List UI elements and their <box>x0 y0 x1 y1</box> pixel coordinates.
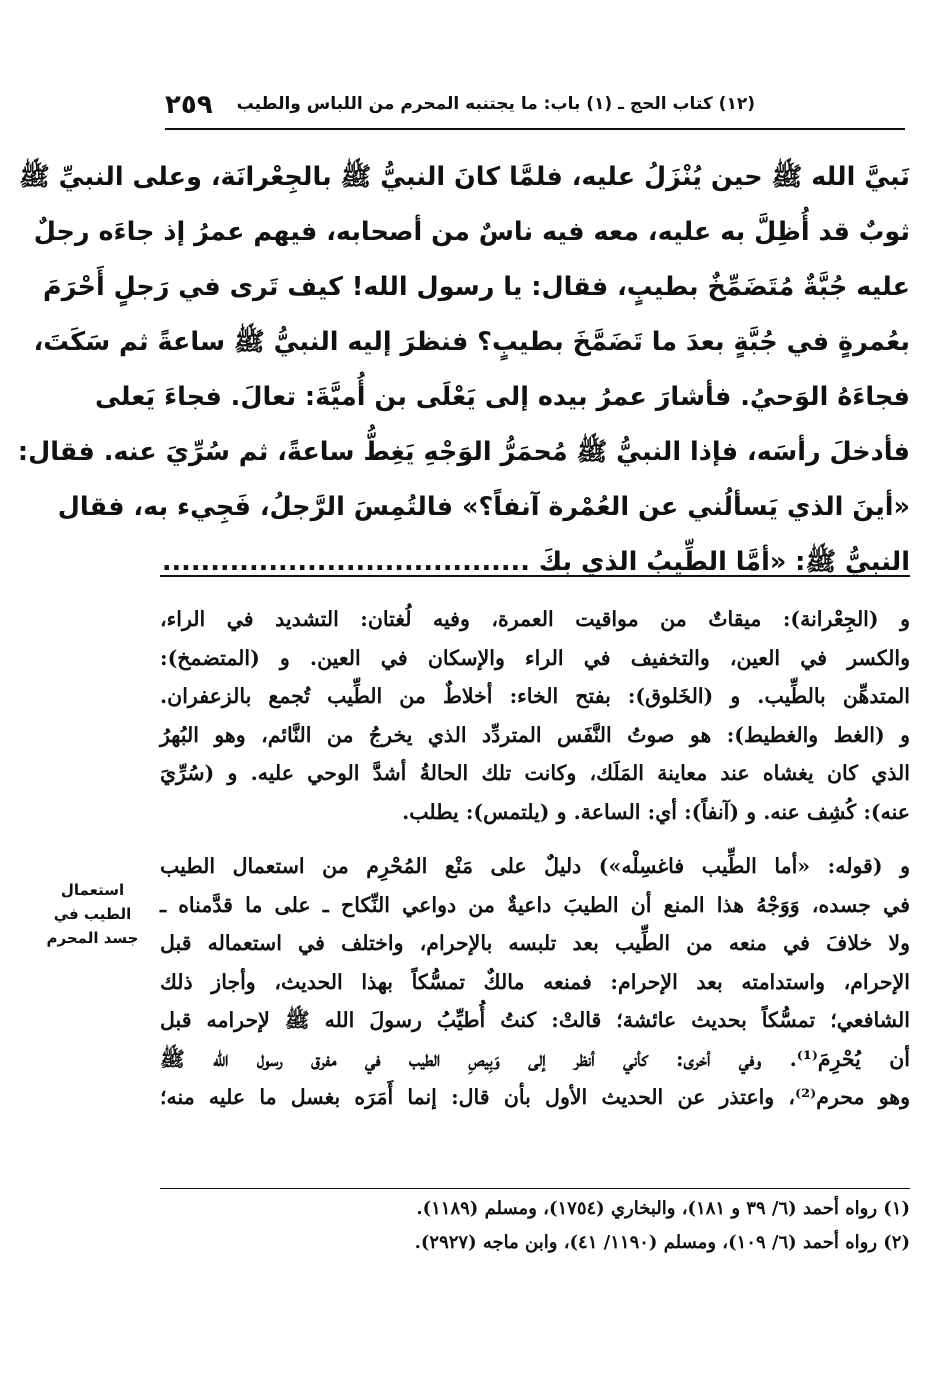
commentary-line: الذي كان يغشاه عند معاينة المَلَك، وكانت تلك الحالةُ أشدَّ الوحي عليه. و (سُرِّيَ <box>160 761 910 785</box>
commentary-line: والكسر في العين، والتخفيف في الراء والإسكان في العين. و (المتضمخ): <box>160 645 910 670</box>
footnote-rule <box>160 1188 910 1189</box>
hadith-line: عليه جُبَّةٌ مُتَضَمِّخٌ بطيبٍ، فقال: يا رسول الله! كيف تَرى في رَجلٍ أَحْرَمَ <box>43 272 910 302</box>
commentary-line: في جسده، وَوَجْهُ هذا المنع أن الطيبَ داعيةٌ من دواعي النِّكاح ـ على ما قدَّمناه ـ <box>160 892 910 917</box>
footnote-1: (١) رواه أحمد (٦/ ٣٩ و ١٨١)، والبخاري (١٧٥٤)، ومسلم (١١٨٩). <box>416 1198 910 1219</box>
commentary-text <box>160 600 910 1117</box>
page-header <box>165 88 905 128</box>
paragraph-gap <box>160 831 910 847</box>
commentary-line: و (الغط والغطيط): هو صوتُ النَّفَس المتردِّد الذي يخرجُ من النَّائم، وهو البُهرُ <box>160 722 910 747</box>
margin-note <box>30 878 155 950</box>
hadith-line: ثوبٌ قد أُظِلَّ به عليه، معه فيه ناسٌ من أصحابه، فيهم عمرُ إذ جاءَه رجلٌ <box>33 217 910 247</box>
commentary-line: و (قوله: «أما الطِّيب فاغسِلْه») دليلٌ على مَنْع المُحْرِم من استعمال الطيب <box>160 854 910 878</box>
commentary-line: ولا خلافَ في منعه من الطِّيب بعد تلبسه بالإحرام، واختلف في استعماله قبل <box>160 931 910 955</box>
hadith-line: «أينَ الذي يَسألُني عن العُمْرة آنفاً؟» فالتُمِسَ الرَّجلُ، فَجِيء به، فقال <box>57 492 910 522</box>
footnote-2: (٢) رواه أحمد (٦/ ١٠٩)، ومسلم (١١٩٠/ ٤١)، وابن ماجه (٢٩٢٧). <box>414 1232 910 1253</box>
hadith-line: النبيُّ ﷺ: «أمَّا الطِّيبُ الذي بكَ ...................................... <box>161 547 910 577</box>
header-rule <box>165 128 905 130</box>
margin-note-line: الطيب في <box>53 905 132 923</box>
margin-note-line: استعمال <box>60 881 125 899</box>
hadith-line: فأدخلَ رأسَه، فإذا النبيُّ ﷺ مُحمَرُّ الوَجْهِ يَغِطُّ ساعةً، ثم سُرِّيَ عنه. فقال: <box>17 437 910 467</box>
commentary-line: الإحرام، واستدامته بعد الإحرام: فمنعه مالكٌ تمسُّكاً بهذا الحديث، وأجاز ذلك <box>160 969 910 994</box>
hadith-line: نَبيَّ الله ﷺ حين يُنْزَلُ عليه، فلمَّا كانَ النبيُّ ﷺ بالجِعْرانَة، وعلى النبيِّ ﷺ <box>18 162 910 192</box>
commentary-line: و (الجِعْرانة): ميقاتٌ من مواقيت العمرة، وفيه لُغتان: التشديد في الراء، <box>160 607 910 631</box>
commentary-line: الشافعي؛ تمسُّكاً بحديث عائشة؛ قالتْ: كنتُ أُطيِّبُ رسولَ الله ﷺ لإحرامه قبل <box>160 1008 910 1032</box>
commentary-line: أن يُحْرِمَ⁽¹⁾. وفي أخرى: كأني أنظر إلى وَبِيصِ الطيب في مفرق رسول الله ﷺ <box>160 1046 910 1071</box>
hadith-line: بعُمرةٍ في جُبَّةٍ بعدَ ما تَضَمَّخَ بطيبٍ؟ فنظرَ إليه النبيُّ ﷺ ساعةً ثم سَكَتَ، <box>33 327 910 357</box>
commentary-line: وهو محرم⁽²⁾، واعتذر عن الحديث الأول بأن قال: إنما أَمَرَه بغسل ما عليه منه؛ <box>160 1085 910 1109</box>
hadith-text <box>17 150 910 590</box>
commentary-line: المتدهِّن بالطِّيب. و (الخَلوق): بفتح الخاء: أخلاطٌ من الطِّيب تُجمع بالزعفران. <box>160 684 910 708</box>
section-separator <box>160 575 910 577</box>
margin-note-line: جسد المحرم <box>46 929 139 947</box>
footnotes <box>160 1192 910 1260</box>
commentary-line: عنه): كُشِف عنه. و (آنفاً): أي: الساعة. و (يلتمس): يطلب. <box>402 799 910 824</box>
running-title: (١٢) كتاب الحج ـ (١) باب: ما يجتنبه المحرم من اللباس والطيب <box>236 94 755 114</box>
hadith-line: فجاءَهُ الوَحيُ. فأشارَ عمرُ بيده إلى يَعْلَى بن أُميَّةَ: تعالَ. فجاءَ يَعلى <box>95 382 910 412</box>
page-number: ٢٥٩ <box>165 90 213 120</box>
